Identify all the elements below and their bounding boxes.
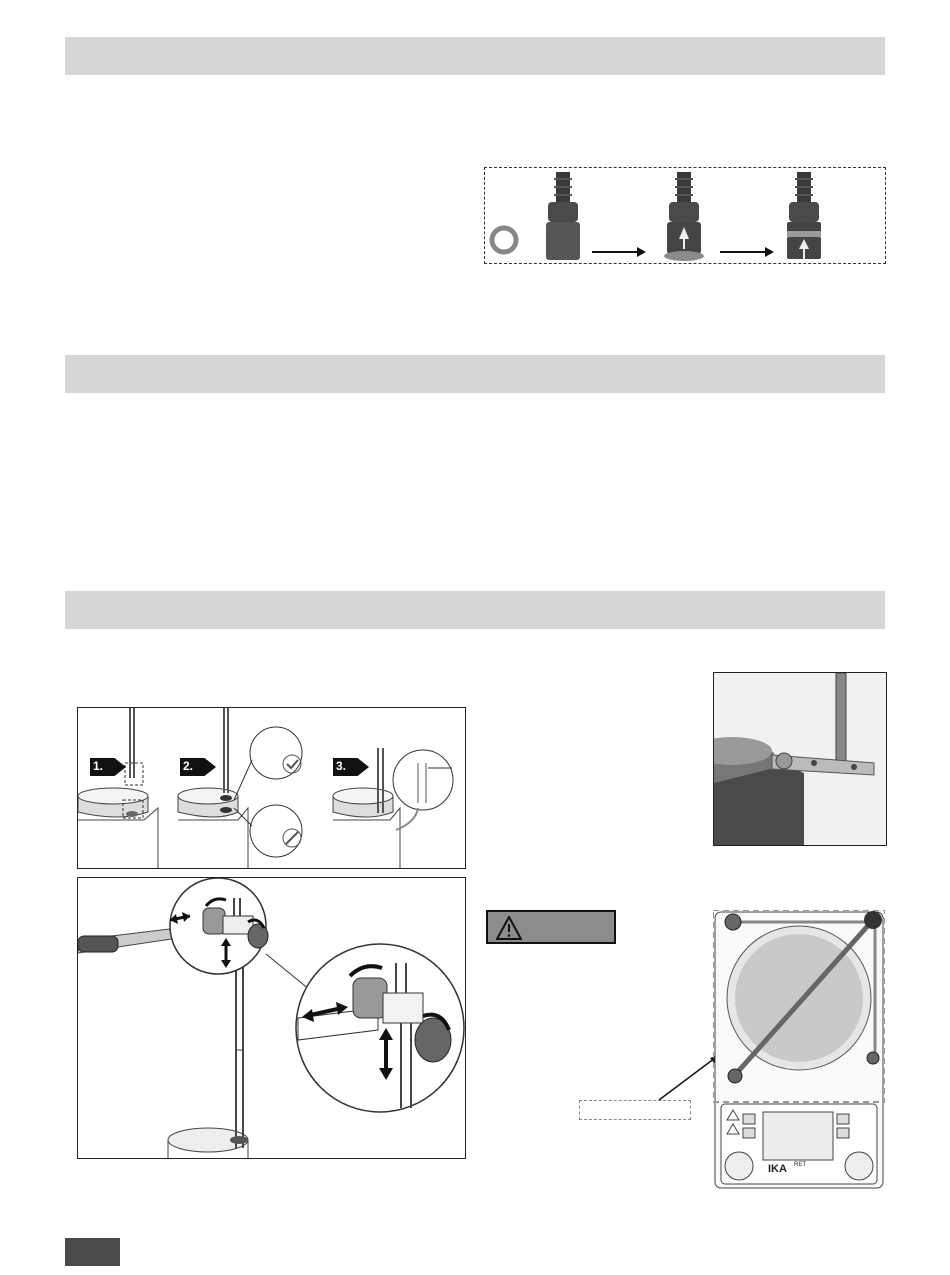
step-badge-1 — [90, 758, 126, 776]
section-header-band-3 — [65, 591, 885, 629]
o-ring-icon — [492, 228, 516, 252]
step-1-drawing — [78, 708, 158, 868]
mounting-steps-illustration — [78, 708, 465, 868]
arrow-right-icon — [720, 247, 774, 257]
section-header-band-1 — [65, 37, 885, 75]
step-badge-2 — [180, 758, 216, 776]
step-label-1: 1. — [93, 759, 104, 773]
arrow-right-icon — [592, 247, 646, 257]
clamp-adjustment-illustration — [78, 878, 465, 1158]
mounting-steps-panel — [77, 707, 466, 869]
warning-label — [486, 910, 616, 944]
warning-triangle-icon — [496, 916, 522, 940]
device-brand-logo: IKA — [768, 1163, 787, 1175]
plug-2-icon — [664, 172, 704, 261]
step-label-2: 2. — [183, 759, 194, 773]
step-2-drawing — [178, 708, 302, 868]
plug-sequence-illustration — [484, 167, 884, 264]
device-model-logo: RET — [794, 1162, 806, 1168]
section-header-band-2 — [65, 355, 885, 393]
page-number-tab — [65, 1238, 120, 1266]
plug-3-icon — [787, 172, 821, 259]
plug-1-icon — [546, 172, 580, 260]
step-badge-3 — [333, 758, 369, 776]
rod-mounting-photo — [713, 672, 887, 846]
clamp-adjustment-panel — [77, 877, 466, 1159]
step-label-3: 3. — [336, 759, 347, 773]
device-top-view — [713, 910, 885, 1190]
